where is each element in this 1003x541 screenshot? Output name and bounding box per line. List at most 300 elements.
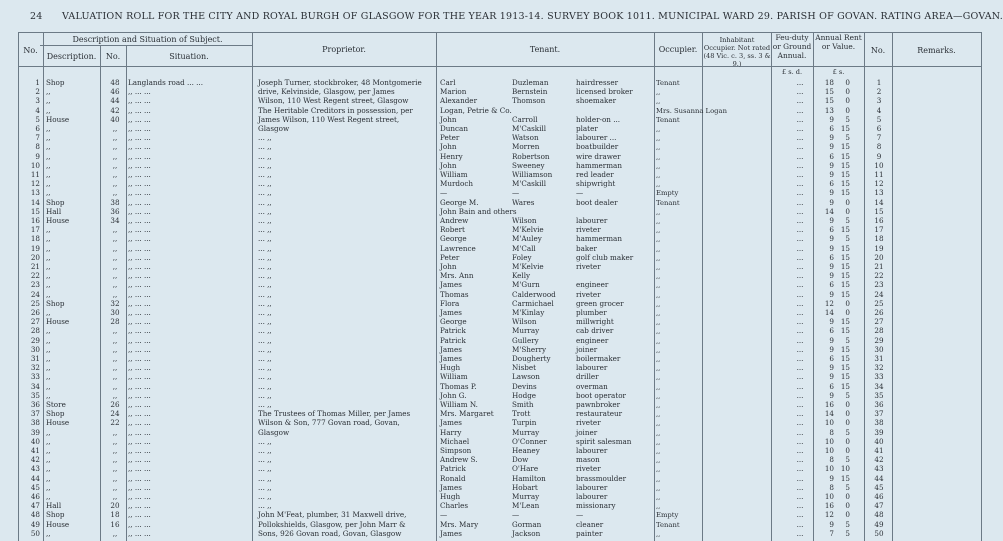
- row-description: ,,: [46, 142, 51, 152]
- row-proprietor: ... ,,: [258, 354, 272, 363]
- row-tenant-surname: Wilson: [512, 216, 537, 225]
- row-rent-pounds: 6: [829, 179, 834, 189]
- row-tenant-forename: Hugh: [440, 492, 461, 501]
- row-inhabitant: ...: [796, 344, 804, 354]
- row-inhabitant: ...: [796, 133, 804, 143]
- row-number: 45: [30, 482, 40, 492]
- row-rent-pounds: 9: [829, 133, 834, 143]
- row-tenant-forename: Ronald: [440, 473, 466, 483]
- row-tenant-surname: Duzleman: [512, 78, 549, 87]
- row-occupier: ,,: [656, 235, 661, 244]
- row-number-right: 39: [874, 427, 884, 437]
- row-inhabitant: ...: [796, 436, 804, 446]
- row-number: 23: [30, 280, 40, 290]
- row-number: 39: [30, 427, 40, 437]
- row-description: Hall: [46, 501, 62, 511]
- row-tenant-occupation: engineer: [576, 280, 609, 290]
- row-house-number: 32: [110, 298, 120, 308]
- row-number: 41: [30, 446, 40, 455]
- row-proprietor: ... ,,: [258, 317, 272, 327]
- row-occupier: ,,: [656, 161, 661, 170]
- row-proprietor: ... ,,: [258, 363, 272, 373]
- row-tenant-occupation: plumber: [576, 308, 607, 317]
- table-row: [0, 383, 1000, 392]
- row-tenant-surname: Hobart: [512, 482, 538, 492]
- row-description: ,,: [46, 390, 51, 400]
- row-rent-shillings: 15: [840, 344, 850, 354]
- row-number: 2: [35, 87, 40, 97]
- row-situation: ,, ... ...: [128, 151, 151, 161]
- row-house-number: ,,: [112, 142, 118, 152]
- row-tenant-forename: Peter: [440, 133, 460, 143]
- row-house-number: ,,: [112, 446, 118, 455]
- row-proprietor: ... ,,: [258, 446, 272, 455]
- row-rent-shillings: 0: [845, 418, 850, 428]
- row-house-number: ,,: [112, 372, 118, 382]
- row-proprietor: ... ,,: [258, 151, 272, 161]
- row-number-right: 26: [874, 308, 884, 317]
- row-house-number: 40: [110, 114, 120, 124]
- row-house-number: ,,: [112, 344, 118, 354]
- col-header-no: No.: [23, 46, 38, 55]
- row-proprietor: James Wilson, 110 West Regent street,: [258, 114, 400, 124]
- row-tenant-occupation: boilermaker: [576, 354, 621, 363]
- row-tenant-forename: Alexander: [440, 96, 478, 106]
- row-inhabitant: ...: [796, 372, 804, 382]
- row-occupier: ,,: [656, 143, 661, 152]
- row-number-right: 9: [876, 151, 882, 161]
- row-rent-pounds: 8: [829, 482, 834, 492]
- row-description: Shop: [46, 197, 65, 207]
- row-tenant-occupation: —: [576, 188, 584, 198]
- row-proprietor: The Trustees of Thomas Miller, per James: [258, 409, 411, 419]
- row-number-right: 41: [874, 446, 884, 455]
- row-proprietor: ... ,,: [258, 179, 272, 189]
- row-tenant-surname: Hamilton: [512, 473, 546, 483]
- table-row: [0, 465, 1000, 474]
- row-tenant-forename: Flora: [440, 298, 460, 308]
- page-header: [0, 0, 1003, 30]
- row-proprietor: John M'Feat, plumber, 31 Maxwell drive,: [258, 510, 407, 520]
- row-number: 28: [30, 326, 40, 336]
- desc-group-rule: [40, 45, 252, 46]
- row-tenant-forename: James: [440, 528, 462, 538]
- row-proprietor: ... ,,: [258, 455, 272, 465]
- row-tenant-occupation: joiner: [576, 344, 598, 354]
- row-number-right: 28: [874, 326, 884, 336]
- row-occupier: ,,: [656, 474, 661, 483]
- row-inhabitant: ...: [796, 381, 804, 391]
- row-tenant-forename: Michael: [440, 436, 470, 446]
- row-occupier: ,,: [656, 290, 661, 299]
- row-tenant-occupation: labourer: [576, 216, 608, 225]
- row-situation: ,, ... ...: [128, 271, 151, 281]
- row-proprietor: ... ,,: [258, 271, 272, 281]
- row-tenant-occupation: green grocer: [576, 298, 624, 308]
- row-house-number: ,,: [112, 335, 118, 345]
- row-inhabitant: ...: [796, 473, 804, 483]
- row-occupier: Tenant: [656, 520, 680, 529]
- row-proprietor: ... ,,: [258, 326, 272, 336]
- row-proprietor: Wilson, 110 West Regent street, Glasgow: [258, 96, 409, 106]
- row-number: 26: [30, 308, 40, 317]
- col-header-rent: Annual Rent or Value.: [815, 33, 862, 51]
- row-rent-pounds: 9: [829, 473, 834, 483]
- row-proprietor: ... ,,: [258, 206, 272, 216]
- row-inhabitant: ...: [796, 87, 804, 97]
- row-occupier: ,,: [656, 456, 661, 465]
- row-tenant-surname: Wilson: [512, 317, 537, 327]
- row-rent-shillings: 15: [840, 271, 850, 281]
- row-description: House: [46, 216, 70, 225]
- row-tenant-occupation: brassmoulder: [576, 473, 627, 483]
- row-rent-shillings: 15: [840, 225, 850, 235]
- row-number-right: 2: [876, 87, 882, 97]
- row-number: 21: [30, 262, 40, 271]
- row-inhabitant: ...: [796, 528, 804, 538]
- row-situation: ,, ... ...: [128, 436, 151, 446]
- row-inhabitant: ...: [796, 455, 804, 465]
- row-rent-shillings: 5: [845, 114, 850, 124]
- row-description: ,,: [46, 381, 51, 391]
- row-situation: ,, ... ...: [128, 381, 151, 391]
- row-inhabitant: ...: [796, 188, 804, 198]
- row-number-right: 16: [874, 216, 884, 225]
- row-number-right: 19: [874, 243, 884, 253]
- row-number: 47: [30, 501, 40, 511]
- row-number: 15: [30, 206, 40, 216]
- row-tenant-occupation: labourer ...: [576, 133, 617, 143]
- row-house-number: ,,: [112, 464, 118, 474]
- row-inhabitant: ...: [796, 298, 804, 308]
- row-rent-shillings: 15: [840, 243, 850, 253]
- row-number-right: 49: [874, 519, 884, 529]
- row-rent-shillings: 15: [840, 381, 850, 391]
- row-description: House: [46, 519, 70, 529]
- row-tenant-surname: Heaney: [512, 446, 540, 455]
- row-situation: ,, ... ...: [128, 188, 151, 198]
- row-description: ,,: [46, 344, 51, 354]
- row-rent-pounds: 6: [829, 326, 834, 336]
- row-tenant-occupation: labourer: [576, 482, 608, 492]
- row-rent-shillings: 15: [840, 142, 850, 152]
- row-house-number: 20: [110, 501, 120, 511]
- row-tenant-occupation: labourer: [576, 363, 608, 373]
- page-title: VALUATION ROLL FOR THE CITY AND ROYAL BURGH OF GLASGOW FOR THE YEAR 1913-14. SURVEY BOOK 1011. MUNICIPAL WARD 29. PARISH OF GOVAN. RATING AREA—GOVAN.: [62, 11, 1003, 22]
- row-proprietor: Sons, 926 Govan road, Govan, Glasgow: [258, 528, 402, 538]
- row-number-right: 45: [874, 482, 884, 492]
- row-rent-shillings: 15: [840, 326, 850, 336]
- row-tenant-surname: M'Kelvie: [512, 225, 544, 235]
- row-rent-pounds: 9: [829, 170, 834, 179]
- row-number-right: 17: [874, 225, 884, 235]
- row-number-right: 42: [874, 455, 884, 465]
- row-description: Shop: [46, 298, 65, 308]
- row-number-right: 29: [874, 335, 884, 345]
- row-house-number: 46: [110, 87, 120, 97]
- row-situation: Langlands road ... ...: [128, 78, 204, 87]
- row-house-number: ,,: [112, 289, 118, 299]
- row-description: ,,: [46, 363, 51, 373]
- col-header-description: Description.: [46, 52, 97, 61]
- row-situation: ,, ... ...: [128, 170, 151, 179]
- row-number-right: 24: [874, 289, 884, 299]
- row-inhabitant: ...: [796, 216, 804, 225]
- row-situation: ,, ... ...: [128, 197, 151, 207]
- row-rent-pounds: 12: [824, 298, 834, 308]
- row-house-number: 48: [110, 78, 120, 87]
- row-rent-shillings: 0: [845, 409, 850, 419]
- row-tenant-occupation: pawnbroker: [576, 400, 621, 409]
- row-tenant-forename: Thomas P.: [440, 381, 477, 391]
- row-inhabitant: ...: [796, 446, 804, 455]
- row-tenant-forename: Thomas: [440, 289, 469, 299]
- row-tenant-surname: Smith: [512, 400, 534, 409]
- row-occupier: ,,: [656, 382, 661, 391]
- row-tenant-surname: M'Sherry: [512, 344, 547, 354]
- row-occupier: ,,: [656, 410, 661, 419]
- row-tenant-forename: Henry: [440, 151, 463, 161]
- row-inhabitant: ...: [796, 234, 804, 244]
- row-house-number: ,,: [112, 179, 118, 189]
- row-inhabitant: ...: [796, 418, 804, 428]
- row-tenant-occupation: shoemaker: [576, 96, 617, 106]
- row-inhabitant: ...: [796, 280, 804, 290]
- row-number: 44: [30, 473, 40, 483]
- row-situation: ,, ... ...: [128, 317, 151, 327]
- row-tenant-surname: Foley: [512, 252, 532, 262]
- row-occupier: ,,: [656, 437, 661, 446]
- row-tenant-surname: Morren: [512, 142, 540, 152]
- row-rent-pounds: 9: [829, 188, 834, 198]
- row-number: 20: [30, 252, 40, 262]
- row-rent-pounds: 7: [829, 528, 834, 538]
- row-house-number: 36: [110, 206, 120, 216]
- row-tenant-forename: Murdoch: [440, 179, 474, 189]
- row-tenant-surname: Bernstein: [512, 87, 548, 97]
- row-tenant-surname: Kelly: [512, 271, 531, 281]
- row-rent-pounds: 9: [829, 262, 834, 271]
- row-description: ,,: [46, 335, 51, 345]
- row-proprietor: ... ,,: [258, 501, 272, 511]
- table-row: [0, 245, 1000, 254]
- col-header-tenant: Tenant.: [529, 45, 561, 54]
- row-description: ,,: [46, 473, 51, 483]
- row-number-right: 4: [876, 105, 882, 115]
- row-proprietor: ... ,,: [258, 197, 272, 207]
- row-description: ,,: [46, 271, 51, 281]
- row-number: 29: [30, 335, 40, 345]
- row-number-right: 25: [874, 298, 884, 308]
- row-rent-shillings: 0: [845, 96, 850, 106]
- row-house-number: ,,: [112, 354, 118, 363]
- row-rent-shillings: 15: [840, 473, 850, 483]
- row-number-right: 50: [874, 528, 884, 538]
- row-house-number: ,,: [112, 124, 118, 133]
- row-tenant-forename: George M.: [440, 197, 479, 207]
- row-proprietor: Glasgow: [258, 124, 290, 133]
- row-number: 17: [30, 225, 40, 235]
- row-tenant-forename: Robert: [440, 225, 465, 235]
- row-tenant-forename: Peter: [440, 252, 460, 262]
- row-inhabitant: ...: [796, 243, 804, 253]
- row-house-number: ,,: [112, 528, 118, 538]
- row-tenant-forename: Logan, Petrie & Co.: [440, 105, 512, 115]
- row-number: 31: [30, 354, 40, 363]
- row-tenant-occupation: cab driver: [576, 326, 614, 336]
- row-tenant-surname: Murray: [512, 326, 540, 336]
- row-proprietor: ... ,,: [258, 335, 272, 345]
- row-description: ,,: [46, 482, 51, 492]
- row-tenant-forename: Hugh: [440, 363, 461, 373]
- table-row: [0, 373, 1000, 382]
- row-proprietor: ... ,,: [258, 372, 272, 382]
- row-house-number: ,,: [112, 160, 118, 170]
- row-description: ,,: [46, 326, 51, 336]
- row-proprietor: Wilson & Son, 777 Govan road, Govan,: [258, 418, 400, 428]
- row-rent-pounds: 9: [829, 519, 834, 529]
- row-house-number: 44: [110, 96, 120, 106]
- row-description: ,,: [46, 225, 51, 235]
- row-rent-pounds: 10: [824, 446, 834, 455]
- row-inhabitant: ...: [796, 271, 804, 281]
- row-house-number: ,,: [112, 455, 118, 465]
- row-house-number: 18: [110, 510, 120, 520]
- row-description: ,,: [46, 151, 51, 161]
- row-number: 34: [30, 381, 40, 391]
- row-occupier: Tenant: [656, 115, 680, 124]
- row-number-right: 31: [874, 354, 884, 363]
- row-description: ,,: [46, 160, 51, 170]
- row-rent-shillings: 0: [845, 87, 850, 97]
- row-tenant-surname: Calderwood: [512, 289, 556, 299]
- row-description: Shop: [46, 78, 65, 87]
- row-tenant-forename: Mrs. Mary: [440, 519, 479, 529]
- row-inhabitant: ...: [796, 151, 804, 161]
- row-house-number: ,,: [112, 427, 118, 437]
- row-situation: ,, ... ...: [128, 252, 151, 262]
- row-proprietor: Glasgow: [258, 427, 290, 437]
- row-proprietor: ... ,,: [258, 160, 272, 170]
- row-house-number: 26: [110, 400, 120, 409]
- row-number: 16: [30, 216, 40, 225]
- row-rent-pounds: 9: [829, 234, 834, 244]
- row-rent-pounds: 10: [824, 436, 834, 446]
- row-tenant-occupation: labourer: [576, 446, 608, 455]
- row-house-number: ,,: [112, 271, 118, 281]
- row-rent-pounds: 10: [824, 464, 834, 474]
- row-number: 49: [30, 519, 40, 529]
- row-rent-shillings: 0: [845, 510, 850, 520]
- row-occupier: ,,: [656, 263, 661, 271]
- row-number: 42: [30, 455, 40, 465]
- row-tenant-occupation: joiner: [576, 427, 598, 437]
- row-rent-shillings: 5: [845, 234, 850, 244]
- row-occupier: ,,: [656, 447, 661, 455]
- row-situation: ,, ... ...: [128, 455, 151, 465]
- row-number: 27: [30, 317, 40, 327]
- row-tenant-occupation: riveter: [576, 225, 601, 235]
- row-inhabitant: ...: [796, 409, 804, 419]
- row-occupier: Mrs. Susanna Logan: [656, 106, 727, 115]
- row-inhabitant: ...: [796, 317, 804, 327]
- row-house-number: ,,: [112, 234, 118, 244]
- row-occupier: ,,: [656, 299, 661, 308]
- row-description: ,,: [46, 105, 51, 115]
- row-tenant-forename: George: [440, 317, 467, 327]
- row-description: ,,: [46, 455, 51, 465]
- row-house-number: ,,: [112, 151, 118, 161]
- row-situation: ,, ... ...: [128, 243, 151, 253]
- row-tenant-occupation: boot operator: [576, 390, 626, 400]
- row-house-number: 24: [110, 409, 120, 419]
- row-number: 6: [35, 124, 40, 133]
- row-rent-pounds: 9: [829, 390, 834, 400]
- row-tenant-surname: Nisbet: [512, 363, 537, 373]
- row-tenant-occupation: wire drawer: [576, 151, 621, 161]
- row-tenant-surname: Dougherty: [512, 354, 551, 363]
- row-inhabitant: ...: [796, 142, 804, 152]
- row-tenant-surname: Lawson: [512, 372, 540, 382]
- row-situation: ,, ... ...: [128, 492, 151, 501]
- row-situation: ,, ... ...: [128, 354, 151, 363]
- row-inhabitant: ...: [796, 326, 804, 336]
- row-tenant-surname: Watson: [512, 133, 539, 143]
- row-rent-pounds: 9: [829, 160, 834, 170]
- row-rent-shillings: 15: [840, 179, 850, 189]
- row-situation: ,, ... ...: [128, 528, 151, 538]
- row-rent-shillings: 15: [840, 354, 850, 363]
- row-number-right: 18: [874, 234, 884, 244]
- row-tenant-forename: James: [440, 354, 462, 363]
- row-rent-pounds: 9: [829, 142, 834, 152]
- row-tenant-forename: James: [440, 418, 462, 428]
- table-row: [0, 281, 1000, 290]
- row-inhabitant: ...: [796, 124, 804, 133]
- valuation-table: [0, 28, 1000, 541]
- row-description: ,,: [46, 354, 51, 363]
- row-occupier: ,,: [656, 318, 661, 327]
- row-occupier: ,,: [656, 465, 661, 474]
- row-rent-shillings: 0: [845, 446, 850, 455]
- row-house-number: ,,: [112, 326, 118, 336]
- row-rent-shillings: 15: [840, 289, 850, 299]
- row-house-number: 38: [110, 197, 120, 207]
- row-situation: ,, ... ...: [128, 142, 151, 152]
- row-tenant-surname: Murray: [512, 492, 540, 501]
- col-header-desc-group: Description and Situation of Subject.: [72, 35, 223, 44]
- row-rent-shillings: 15: [840, 252, 850, 262]
- row-number: 33: [30, 372, 40, 382]
- row-occupier: ,,: [656, 493, 661, 501]
- row-inhabitant: ...: [796, 197, 804, 207]
- row-rent-pounds: 6: [829, 151, 834, 161]
- row-tenant-surname: Robertson: [512, 151, 550, 161]
- row-tenant-forename: John Bain and others: [440, 206, 517, 216]
- row-rent-pounds: 6: [829, 225, 834, 235]
- row-tenant-forename: John: [440, 262, 457, 271]
- row-tenant-surname: Gullery: [512, 335, 539, 345]
- row-occupier: ,,: [656, 281, 661, 290]
- row-rent-pounds: 9: [829, 344, 834, 354]
- row-number-right: 32: [874, 363, 884, 373]
- row-description: ,,: [46, 289, 51, 299]
- row-inhabitant: ...: [796, 482, 804, 492]
- row-tenant-surname: M'Caskill: [512, 179, 547, 189]
- row-occupier: ,,: [656, 272, 661, 281]
- row-tenant-forename: Mrs. Ann: [440, 271, 474, 281]
- row-rent-pounds: 16: [824, 400, 834, 409]
